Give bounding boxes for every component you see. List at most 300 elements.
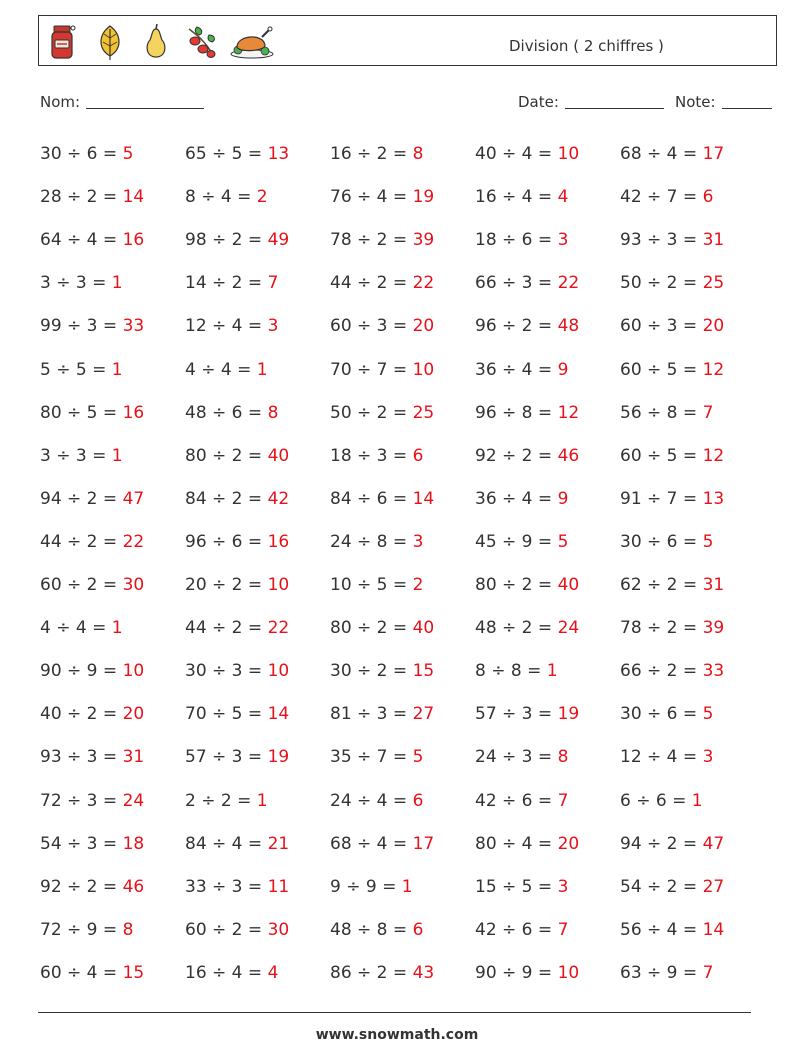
problem-cell xyxy=(475,435,579,478)
problem-question: 57 ÷ 3 = xyxy=(185,747,263,768)
date-blank xyxy=(565,94,664,109)
problem-question: 54 ÷ 2 = xyxy=(620,876,698,897)
problem-cell xyxy=(620,823,724,866)
problem-cell xyxy=(185,262,278,305)
problem-question: 80 ÷ 5 = xyxy=(40,402,118,423)
problem-question: 96 ÷ 6 = xyxy=(185,531,263,552)
problem-cell xyxy=(330,435,423,478)
problem-answer: 40 xyxy=(267,445,290,466)
problem-answer: 1 xyxy=(111,359,123,380)
problem-question: 62 ÷ 2 = xyxy=(620,575,698,595)
note-label: Note: xyxy=(675,93,716,111)
problem-question: 80 ÷ 2 = xyxy=(185,445,263,466)
problem-answer: 6 xyxy=(412,790,424,811)
problem-question: 20 ÷ 2 = xyxy=(185,575,263,595)
problem-answer: 31 xyxy=(702,230,725,251)
problem-answer: 15 xyxy=(412,661,435,682)
problem-cell xyxy=(40,823,144,866)
problem-answer: 10 xyxy=(557,144,580,164)
problem-cell xyxy=(330,521,423,564)
problem-cell xyxy=(620,521,713,564)
problem-answer: 1 xyxy=(111,273,123,294)
problem-cell xyxy=(40,478,144,521)
problem-cell xyxy=(620,780,703,823)
problem-cell xyxy=(620,262,724,305)
problem-question: 63 ÷ 9 = xyxy=(620,962,698,983)
problem-cell xyxy=(185,305,278,348)
problem-question: 30 ÷ 6 = xyxy=(620,531,698,552)
problem-question: 42 ÷ 6 = xyxy=(475,919,553,940)
problem-answer: 7 xyxy=(702,402,714,423)
problem-answer: 40 xyxy=(557,575,580,595)
problem-cell xyxy=(40,736,144,779)
problem-cell xyxy=(185,823,289,866)
problem-answer: 8 xyxy=(412,144,424,164)
problem-cell xyxy=(620,435,724,478)
problem-cell xyxy=(475,392,579,435)
problem-answer: 47 xyxy=(122,488,145,509)
problem-question: 16 ÷ 4 = xyxy=(475,187,553,208)
problem-question: 12 ÷ 4 = xyxy=(185,316,263,337)
problem-question: 50 ÷ 2 = xyxy=(330,402,408,423)
problem-answer: 11 xyxy=(267,876,290,897)
problem-question: 16 ÷ 4 = xyxy=(185,962,263,983)
problem-answer: 40 xyxy=(412,618,435,639)
problem-question: 33 ÷ 3 = xyxy=(185,876,263,897)
problem-cell xyxy=(330,176,434,219)
problem-answer: 10 xyxy=(267,575,290,595)
problem-answer: 19 xyxy=(412,187,435,208)
problem-answer: 8 xyxy=(557,747,569,768)
problem-answer: 13 xyxy=(702,488,725,509)
problem-answer: 1 xyxy=(111,618,123,639)
problem-answer: 46 xyxy=(122,876,145,897)
problem-answer: 18 xyxy=(122,833,145,854)
problem-cell xyxy=(40,521,144,564)
problem-cell xyxy=(330,219,434,262)
problem-row xyxy=(40,952,780,995)
problem-answer: 7 xyxy=(702,962,714,983)
name-blank xyxy=(86,94,204,109)
problem-answer: 46 xyxy=(557,445,580,466)
problem-cell xyxy=(475,952,579,995)
problem-question: 54 ÷ 3 = xyxy=(40,833,118,854)
problem-row xyxy=(40,693,780,736)
problem-question: 60 ÷ 2 = xyxy=(40,575,118,595)
problem-cell xyxy=(330,650,434,693)
problem-question: 36 ÷ 4 = xyxy=(475,488,553,509)
problem-answer: 10 xyxy=(267,661,290,682)
problem-question: 92 ÷ 2 = xyxy=(40,876,118,897)
problem-answer: 19 xyxy=(557,704,580,725)
problem-answer: 3 xyxy=(557,876,569,897)
problem-question: 4 ÷ 4 = xyxy=(40,618,107,639)
problem-answer: 2 xyxy=(256,187,268,208)
problem-question: 3 ÷ 3 = xyxy=(40,273,107,294)
note-blank xyxy=(722,94,772,109)
problem-question: 45 ÷ 9 = xyxy=(475,531,553,552)
problem-cell xyxy=(40,392,144,435)
problem-answer: 7 xyxy=(557,790,569,811)
problem-answer: 33 xyxy=(122,316,145,337)
problem-question: 86 ÷ 2 = xyxy=(330,962,408,983)
problem-question: 12 ÷ 4 = xyxy=(620,747,698,768)
problem-cell xyxy=(620,866,724,909)
problem-answer: 6 xyxy=(412,919,424,940)
problem-row xyxy=(40,305,780,348)
problem-cell xyxy=(475,478,568,521)
problem-question: 44 ÷ 2 = xyxy=(40,531,118,552)
problem-question: 3 ÷ 3 = xyxy=(40,445,107,466)
problem-question: 76 ÷ 4 = xyxy=(330,187,408,208)
problem-answer: 10 xyxy=(557,962,580,983)
problem-answer: 30 xyxy=(122,575,145,595)
problem-answer: 7 xyxy=(267,273,279,294)
problem-cell xyxy=(185,952,278,995)
problem-question: 60 ÷ 3 = xyxy=(330,316,408,337)
problem-question: 24 ÷ 8 = xyxy=(330,531,408,552)
problem-cell xyxy=(620,607,724,650)
problem-question: 56 ÷ 4 = xyxy=(620,919,698,940)
problem-cell xyxy=(185,780,268,823)
problem-cell xyxy=(620,133,724,176)
problem-answer: 39 xyxy=(702,618,725,639)
problem-question: 93 ÷ 3 = xyxy=(40,747,118,768)
problem-question: 24 ÷ 3 = xyxy=(475,747,553,768)
problem-answer: 12 xyxy=(702,445,725,466)
problem-question: 91 ÷ 7 = xyxy=(620,488,698,509)
problem-answer: 31 xyxy=(122,747,145,768)
problem-question: 60 ÷ 2 = xyxy=(185,919,263,940)
problem-answer: 47 xyxy=(702,833,725,854)
problem-row xyxy=(40,435,780,478)
problem-answer: 20 xyxy=(412,316,435,337)
problem-question: 94 ÷ 2 = xyxy=(620,833,698,854)
problem-answer: 49 xyxy=(267,230,290,251)
problem-question: 68 ÷ 4 = xyxy=(620,144,698,164)
problem-answer: 22 xyxy=(267,618,290,639)
problem-cell xyxy=(185,521,289,564)
footer-divider xyxy=(38,1012,751,1013)
problem-cell xyxy=(330,478,434,521)
problem-question: 65 ÷ 5 = xyxy=(185,144,263,164)
problem-question: 30 ÷ 3 = xyxy=(185,661,263,682)
problem-cell xyxy=(475,866,568,909)
problem-cell xyxy=(185,219,289,262)
problem-answer: 22 xyxy=(122,531,145,552)
problem-answer: 14 xyxy=(412,488,435,509)
problem-answer: 20 xyxy=(702,316,725,337)
problem-cell xyxy=(40,349,123,392)
problem-cell xyxy=(40,909,133,952)
problem-cell xyxy=(620,952,713,995)
problem-answer: 12 xyxy=(702,359,725,380)
problem-question: 99 ÷ 3 = xyxy=(40,316,118,337)
problem-question: 48 ÷ 2 = xyxy=(475,618,553,639)
problem-question: 98 ÷ 2 = xyxy=(185,230,263,251)
problem-cell xyxy=(620,909,724,952)
problem-question: 9 ÷ 9 = xyxy=(330,876,397,897)
problem-question: 78 ÷ 2 = xyxy=(620,618,698,639)
problem-cell xyxy=(330,392,434,435)
problem-cell xyxy=(475,650,558,693)
problem-question: 30 ÷ 6 = xyxy=(40,144,118,164)
problem-cell xyxy=(330,866,413,909)
note-field xyxy=(675,93,772,111)
problem-answer: 10 xyxy=(412,359,435,380)
problem-answer: 9 xyxy=(557,488,569,509)
problem-answer: 5 xyxy=(122,144,134,164)
problem-answer: 24 xyxy=(122,790,145,811)
problem-cell xyxy=(185,435,289,478)
problem-row xyxy=(40,133,780,176)
problem-answer: 9 xyxy=(557,359,569,380)
problem-question: 8 ÷ 8 = xyxy=(475,661,542,682)
problem-answer: 20 xyxy=(122,704,145,725)
problem-question: 94 ÷ 2 = xyxy=(40,488,118,509)
name-label: Nom: xyxy=(40,93,81,111)
problem-cell xyxy=(40,952,144,995)
problem-answer: 14 xyxy=(122,187,145,208)
problem-row xyxy=(40,262,780,305)
problem-question: 2 ÷ 2 = xyxy=(185,790,252,811)
problem-cell xyxy=(330,736,423,779)
problem-cell xyxy=(330,607,434,650)
problem-question: 42 ÷ 6 = xyxy=(475,790,553,811)
problem-cell xyxy=(475,521,568,564)
problem-question: 72 ÷ 3 = xyxy=(40,790,118,811)
problem-cell xyxy=(475,780,568,823)
problem-question: 60 ÷ 3 = xyxy=(620,316,698,337)
date-label: Date: xyxy=(518,93,559,111)
problem-cell xyxy=(185,349,268,392)
problem-question: 81 ÷ 3 = xyxy=(330,704,408,725)
problem-answer: 5 xyxy=(412,747,424,768)
problem-answer: 16 xyxy=(122,230,145,251)
leaf-icon xyxy=(91,23,129,61)
problem-answer: 43 xyxy=(412,962,435,983)
problem-cell xyxy=(475,736,568,779)
problem-answer: 30 xyxy=(267,919,290,940)
problem-row xyxy=(40,478,780,521)
problem-question: 36 ÷ 4 = xyxy=(475,359,553,380)
problem-question: 44 ÷ 2 = xyxy=(330,273,408,294)
problem-cell xyxy=(475,219,568,262)
problem-question: 4 ÷ 4 = xyxy=(185,359,252,380)
problem-question: 70 ÷ 7 = xyxy=(330,359,408,380)
problem-answer: 13 xyxy=(267,144,290,164)
problem-answer: 20 xyxy=(557,833,580,854)
problem-answer: 21 xyxy=(267,833,290,854)
problem-question: 44 ÷ 2 = xyxy=(185,618,263,639)
problem-cell xyxy=(185,650,289,693)
problem-answer: 19 xyxy=(267,747,290,768)
problem-question: 50 ÷ 2 = xyxy=(620,273,698,294)
problem-row xyxy=(40,564,780,607)
problem-question: 48 ÷ 6 = xyxy=(185,402,263,423)
problem-answer: 3 xyxy=(267,316,279,337)
problem-question: 42 ÷ 7 = xyxy=(620,187,698,208)
problem-row xyxy=(40,392,780,435)
problem-question: 66 ÷ 2 = xyxy=(620,661,698,682)
problem-answer: 16 xyxy=(122,402,145,423)
problem-question: 60 ÷ 5 = xyxy=(620,445,698,466)
problem-answer: 2 xyxy=(412,575,424,595)
problem-cell xyxy=(40,262,123,305)
problem-answer: 27 xyxy=(412,704,435,725)
problem-cell xyxy=(40,607,123,650)
problem-question: 30 ÷ 6 = xyxy=(620,704,698,725)
problem-cell xyxy=(185,176,268,219)
problem-answer: 42 xyxy=(267,488,290,509)
problem-answer: 22 xyxy=(412,273,435,294)
problem-question: 56 ÷ 8 = xyxy=(620,402,698,423)
problem-question: 84 ÷ 2 = xyxy=(185,488,263,509)
problem-question: 96 ÷ 2 = xyxy=(475,316,553,337)
problem-answer: 25 xyxy=(412,402,435,423)
problem-cell xyxy=(40,693,144,736)
problem-answer: 6 xyxy=(412,445,424,466)
problem-answer: 24 xyxy=(557,618,580,639)
problem-question: 64 ÷ 4 = xyxy=(40,230,118,251)
problem-cell xyxy=(330,693,434,736)
problem-cell xyxy=(185,736,289,779)
problem-row xyxy=(40,823,780,866)
problem-cell xyxy=(620,736,713,779)
problem-answer: 7 xyxy=(557,919,569,940)
problem-cell xyxy=(620,305,724,348)
problem-cell xyxy=(185,909,289,952)
problem-cell xyxy=(185,133,289,176)
problem-cell xyxy=(330,823,434,866)
problem-question: 96 ÷ 8 = xyxy=(475,402,553,423)
problem-cell xyxy=(40,219,144,262)
problem-answer: 22 xyxy=(557,273,580,294)
problem-question: 10 ÷ 5 = xyxy=(330,575,408,595)
problem-answer: 12 xyxy=(557,402,580,423)
problem-question: 60 ÷ 5 = xyxy=(620,359,698,380)
problem-question: 18 ÷ 6 = xyxy=(475,230,553,251)
problem-cell xyxy=(330,909,423,952)
problem-row xyxy=(40,521,780,564)
icon-strip xyxy=(45,22,275,62)
problem-row xyxy=(40,780,780,823)
problem-question: 84 ÷ 4 = xyxy=(185,833,263,854)
problem-question: 80 ÷ 2 = xyxy=(330,618,408,639)
problem-question: 84 ÷ 6 = xyxy=(330,488,408,509)
problem-cell xyxy=(185,478,289,521)
problem-answer: 17 xyxy=(412,833,435,854)
problem-question: 80 ÷ 4 = xyxy=(475,833,553,854)
problem-cell xyxy=(40,780,144,823)
problem-cell xyxy=(330,133,423,176)
problem-row xyxy=(40,650,780,693)
problem-cell xyxy=(475,262,579,305)
problem-row xyxy=(40,219,780,262)
problem-answer: 27 xyxy=(702,876,725,897)
problem-answer: 16 xyxy=(267,531,290,552)
rosehip-icon xyxy=(183,23,221,61)
problem-row xyxy=(40,349,780,392)
date-field xyxy=(518,93,664,111)
problem-row xyxy=(40,909,780,952)
problem-question: 70 ÷ 5 = xyxy=(185,704,263,725)
problem-cell xyxy=(185,564,289,607)
problem-row xyxy=(40,607,780,650)
problem-cell xyxy=(620,219,724,262)
problem-answer: 4 xyxy=(267,962,279,983)
problem-question: 92 ÷ 2 = xyxy=(475,445,553,466)
problem-cell xyxy=(475,305,579,348)
problem-row xyxy=(40,736,780,779)
problem-question: 40 ÷ 2 = xyxy=(40,704,118,725)
problem-answer: 14 xyxy=(267,704,290,725)
problem-question: 78 ÷ 2 = xyxy=(330,230,408,251)
problem-question: 66 ÷ 3 = xyxy=(475,273,553,294)
problem-cell xyxy=(620,478,724,521)
problem-answer: 39 xyxy=(412,230,435,251)
problem-cell xyxy=(475,176,568,219)
problem-answer: 3 xyxy=(557,230,569,251)
problem-cell xyxy=(475,693,579,736)
problem-cell xyxy=(475,133,579,176)
problem-cell xyxy=(620,650,724,693)
problem-answer: 15 xyxy=(122,962,145,983)
problem-question: 40 ÷ 4 = xyxy=(475,144,553,164)
problem-answer: 1 xyxy=(256,359,268,380)
problem-question: 80 ÷ 2 = xyxy=(475,575,553,595)
problem-answer: 3 xyxy=(702,747,714,768)
problem-cell xyxy=(475,607,579,650)
problem-answer: 31 xyxy=(702,575,725,595)
problem-cell xyxy=(475,349,568,392)
problem-cell xyxy=(475,564,579,607)
pear-icon xyxy=(137,23,175,61)
problem-question: 93 ÷ 3 = xyxy=(620,230,698,251)
problem-cell xyxy=(620,392,713,435)
worksheet-header xyxy=(38,15,777,66)
problem-answer: 1 xyxy=(256,790,268,811)
problem-question: 68 ÷ 4 = xyxy=(330,833,408,854)
problem-question: 72 ÷ 9 = xyxy=(40,919,118,940)
problem-cell xyxy=(620,564,724,607)
problem-question: 30 ÷ 2 = xyxy=(330,661,408,682)
problem-cell xyxy=(330,780,423,823)
problem-answer: 8 xyxy=(267,402,279,423)
problem-answer: 1 xyxy=(401,876,413,897)
problem-question: 35 ÷ 7 = xyxy=(330,747,408,768)
problem-answer: 25 xyxy=(702,273,725,294)
problem-cell xyxy=(185,866,289,909)
problem-row xyxy=(40,176,780,219)
roast-chicken-icon xyxy=(229,23,275,61)
problem-row xyxy=(40,866,780,909)
problem-cell xyxy=(330,262,434,305)
problem-cell xyxy=(185,607,289,650)
problem-cell xyxy=(475,909,568,952)
problem-question: 57 ÷ 3 = xyxy=(475,704,553,725)
problem-cell xyxy=(40,133,133,176)
problem-answer: 3 xyxy=(412,531,424,552)
problem-answer: 6 xyxy=(702,187,714,208)
problem-question: 16 ÷ 2 = xyxy=(330,144,408,164)
footer-url: www.snowmath.com xyxy=(315,1027,479,1043)
problem-question: 60 ÷ 4 = xyxy=(40,962,118,983)
problem-question: 90 ÷ 9 = xyxy=(475,962,553,983)
problem-cell xyxy=(185,392,278,435)
problem-cell xyxy=(620,693,713,736)
problem-answer: 1 xyxy=(111,445,123,466)
